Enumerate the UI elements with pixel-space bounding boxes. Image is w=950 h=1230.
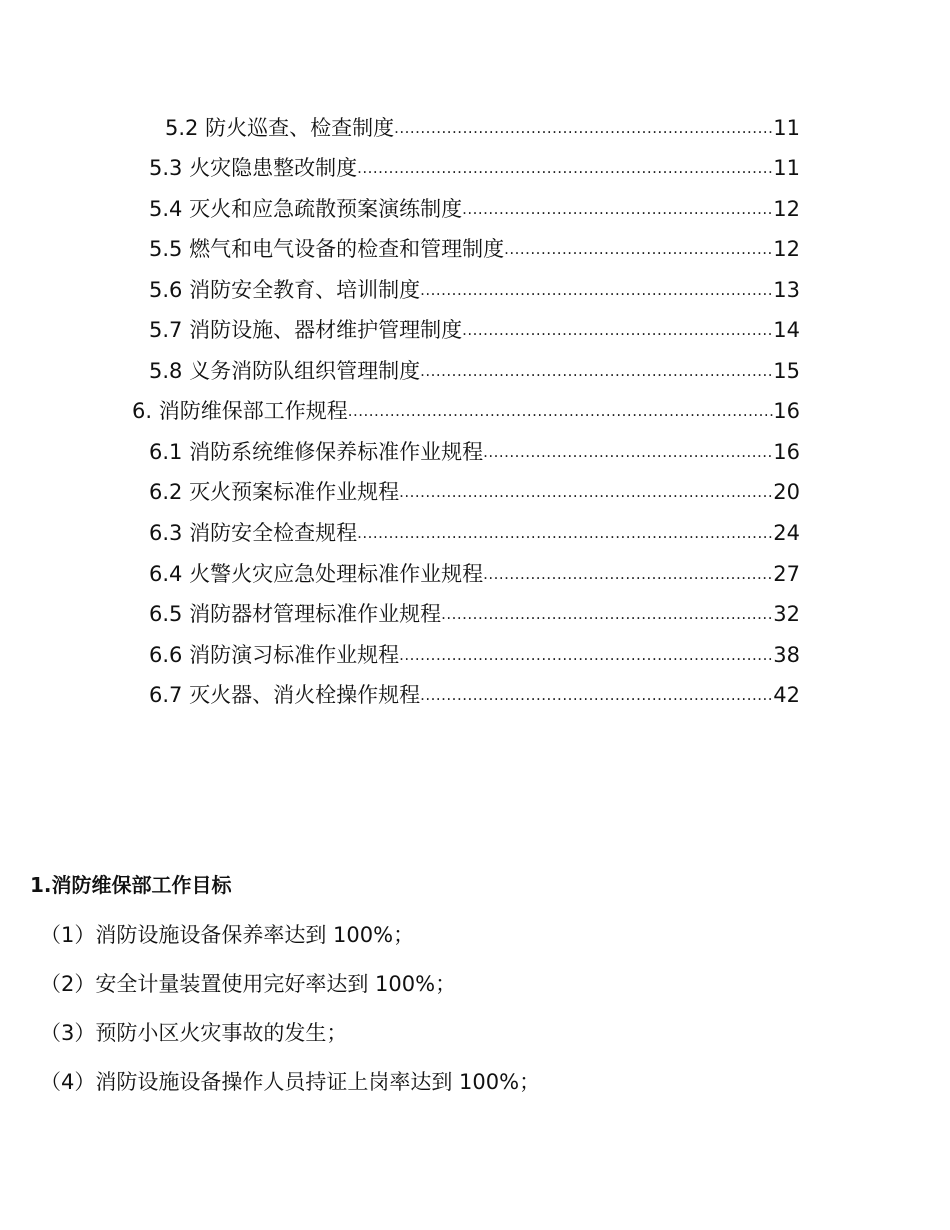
toc-entry-page: 38	[773, 643, 800, 667]
toc-entry-title: 6.3 消防安全检查规程	[149, 521, 358, 545]
toc-entry[interactable]	[149, 518, 800, 548]
toc-entry[interactable]	[149, 234, 800, 264]
toc-entry-title: 6.6 消防演习标准作业规程	[149, 643, 400, 667]
section-heading: 1.消防维保部工作目标	[30, 873, 232, 897]
toc-entry-page: 14	[773, 318, 800, 342]
toc-entry-page: 12	[773, 197, 800, 221]
toc-entry[interactable]	[149, 356, 800, 386]
goal-item: （1）消防设施设备保养率达到 100%；	[40, 923, 415, 947]
toc-entry-page: 11	[773, 116, 800, 140]
toc-entry-page: 20	[773, 480, 800, 504]
toc-leader-dots	[348, 396, 774, 426]
toc-entry-title: 5.4 灭火和应急疏散预案演练制度	[149, 197, 463, 221]
toc-entry-title: 5.7 消防设施、器材维护管理制度	[149, 318, 463, 342]
toc-leader-dots	[399, 640, 773, 670]
toc-entry-title: 5.8 义务消防队组织管理制度	[149, 359, 421, 383]
toc-leader-dots	[504, 234, 773, 264]
toc-entry[interactable]	[149, 275, 800, 305]
toc-entry-page: 32	[773, 602, 800, 626]
toc-leader-dots	[399, 477, 773, 507]
toc-entry-title: 6.1 消防系统维修保养标准作业规程	[149, 440, 484, 464]
toc-entry[interactable]	[149, 680, 800, 710]
toc-entry[interactable]	[149, 153, 800, 183]
toc-leader-dots	[357, 153, 773, 183]
toc-entry[interactable]	[149, 194, 800, 224]
toc-entry-page: 27	[773, 562, 800, 586]
toc-leader-dots	[483, 559, 773, 589]
toc-leader-dots	[462, 315, 773, 345]
toc-leader-dots	[462, 194, 773, 224]
toc-entry[interactable]	[149, 559, 800, 589]
toc-entry[interactable]	[149, 477, 800, 507]
goal-item: （3）预防小区火灾事故的发生；	[40, 1021, 348, 1045]
toc-entry[interactable]	[149, 437, 800, 467]
toc-entry-page: 16	[773, 399, 800, 423]
toc-entry-page: 24	[773, 521, 800, 545]
toc-entry-page: 13	[773, 278, 800, 302]
toc-entry-title: 5.6 消防安全教育、培训制度	[149, 278, 421, 302]
toc-leader-dots	[441, 599, 773, 629]
toc-leader-dots	[420, 680, 773, 710]
toc-entry-title: 6.2 灭火预案标准作业规程	[149, 480, 400, 504]
toc-leader-dots	[420, 356, 773, 386]
toc-entry-page: 16	[773, 440, 800, 464]
toc-entry[interactable]	[149, 315, 800, 345]
toc-entry-title: 5.2 防火巡查、检查制度	[165, 116, 395, 140]
toc-entry-page: 15	[773, 359, 800, 383]
toc-entry[interactable]	[149, 640, 800, 670]
toc-entry-title: 5.3 火灾隐患整改制度	[149, 156, 358, 180]
toc-entry-title: 6.4 火警火灾应急处理标准作业规程	[149, 562, 484, 586]
toc-entry[interactable]	[132, 396, 800, 426]
toc-entry-title: 6.5 消防器材管理标准作业规程	[149, 602, 442, 626]
goal-item: （2）安全计量装置使用完好率达到 100%；	[40, 972, 457, 996]
toc-entry-page: 12	[773, 237, 800, 261]
toc-entry-title: 6.7 灭火器、消火栓操作规程	[149, 683, 421, 707]
toc-leader-dots	[394, 113, 773, 143]
toc-leader-dots	[420, 275, 773, 305]
toc-entry[interactable]	[165, 113, 800, 143]
toc-leader-dots	[483, 437, 773, 467]
toc-entry-title: 5.5 燃气和电气设备的检查和管理制度	[149, 237, 505, 261]
goal-item: （4）消防设施设备操作人员持证上岗率达到 100%；	[40, 1070, 541, 1094]
toc-entry[interactable]	[149, 599, 800, 629]
toc-entry-page: 42	[773, 683, 800, 707]
toc-entry-title: 6. 消防维保部工作规程	[132, 399, 348, 423]
toc-entry-page: 11	[773, 156, 800, 180]
toc-leader-dots	[357, 518, 773, 548]
